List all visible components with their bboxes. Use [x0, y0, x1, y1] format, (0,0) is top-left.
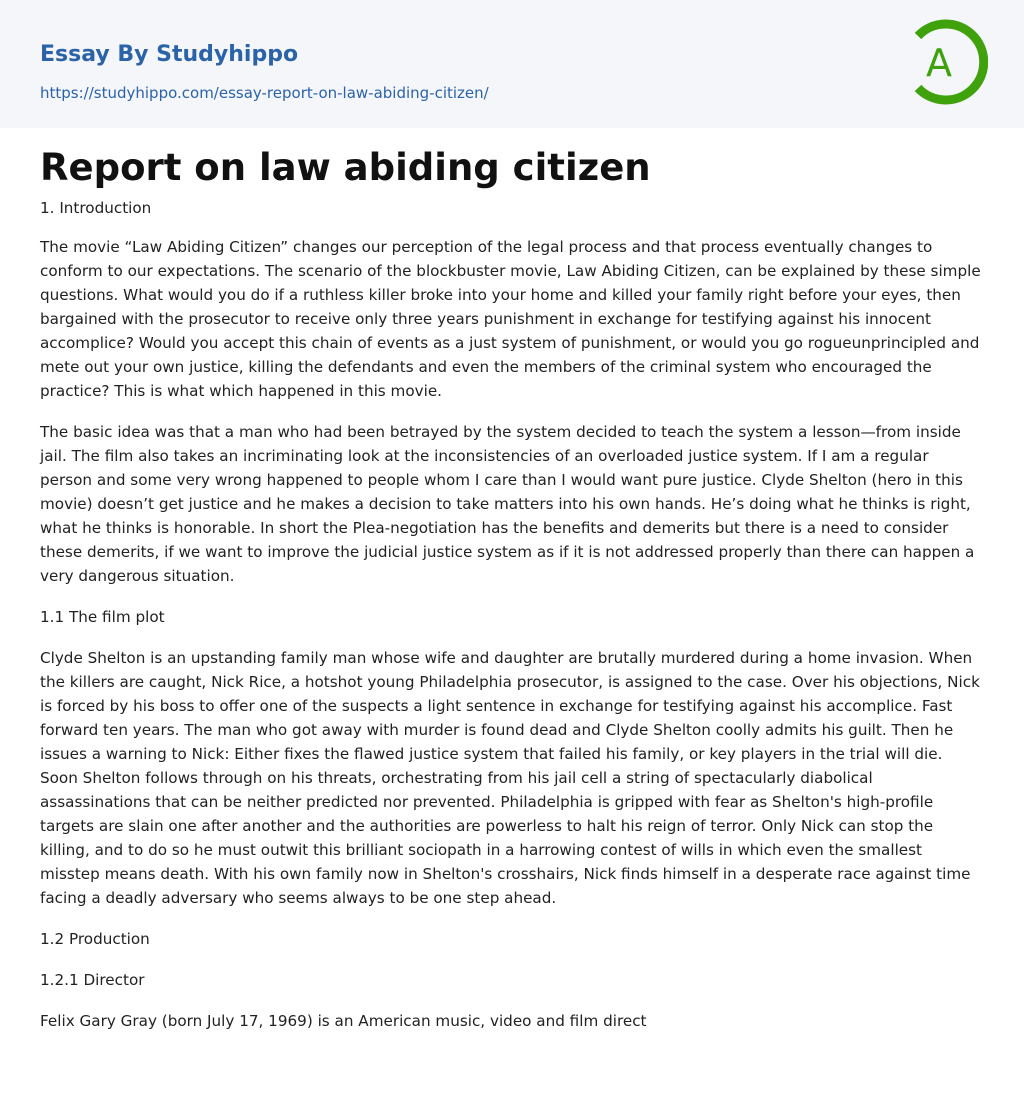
paragraph: The basic idea was that a man who had been betrayed by the system decided to teach the system a lesson—from inside jail. The film also takes an incriminating look at the inconsistencies of an overloaded justice system. If I am a regular person and some very wrong happened to people whom I care than I would want pure justice. Clyde Shelton (hero in this movie) doesn’t get justice and he makes a decision to take matters into his own hands. He’s doing what he thinks is right, what he thinks is honorable. In short the Plea-negotiation has the benefits and demerits but there is a need to consider these demerits, if we want to improve the judicial justice system as if it is not addressed properly than there can happen a very dangerous situation. [40, 423, 975, 585]
section-heading: 1.2.1 Director [40, 971, 145, 989]
section-heading: 1. Introduction [40, 199, 152, 217]
site-header [0, 0, 1024, 128]
page-title: Report on law abiding citizen [40, 146, 651, 189]
brand-title[interactable]: Essay By Studyhippo [40, 42, 299, 67]
source-url-link[interactable]: https://studyhippo.com/essay-report-on-law-abiding-citizen/ [40, 84, 489, 102]
paragraph: Felix Gary Gray (born July 17, 1969) is an American music, video and film direct [40, 1012, 647, 1030]
studyhippo-logo-icon[interactable] [910, 18, 988, 106]
section-heading: 1.2 Production [40, 930, 150, 948]
section-heading: 1.1 The film plot [40, 608, 165, 626]
paragraph: Clyde Shelton is an upstanding family man whose wife and daughter are brutally murdered during a home invasion. When the killers are caught, Nick Rice, a hotshot young Philadelphia prosecutor, is assigned to the case. Over his objections, Nick is forced by his boss to offer one of the suspects a light sentence in exchange for testifying against his accomplice. Fast forward ten years. The man who got away with murder is found dead and Clyde Shelton coolly admits his guilt. Then he issues a warning to Nick: Either fixes the flawed justice system that failed his family, or key players in the trial will die. Soon Shelton follows through on his threats, orchestrating from his jail cell a string of spectacularly diabolical assassinations that can be neither predicted nor prevented. Philadelphia is gripped with fear as Shelton's high-profile targets are slain one after another and the authorities are powerless to halt his reign of terror. Only Nick can stop the killing, and to do so he must outwit this brilliant sociopath in a harrowing contest of wills in which even the smallest misstep means death. With his own family now in Shelton's crosshairs, Nick finds himself in a desperate race against time facing a deadly adversary who seems always to be one step ahead. [40, 649, 980, 907]
logo-letter: A [926, 41, 952, 85]
paragraph: The movie “Law Abiding Citizen” changes our perception of the legal process and that process eventually changes to conform to our expectations. The scenario of the blockbuster movie, Law Abiding Citizen, can be explained by these simple questions. What would you do if a ruthless killer broke into your home and killed your family right before your eyes, then bargained with the prosecutor to receive only three years punishment in exchange for testifying against his innocent accomplice? Would you accept this chain of events as a just system of punishment, or would you go rogueunprincipled and mete out your own justice, killing the defendants and even the members of the criminal system who encouraged the practice? This is what which happened in this movie. [40, 238, 981, 400]
essay-content [0, 128, 1024, 1070]
